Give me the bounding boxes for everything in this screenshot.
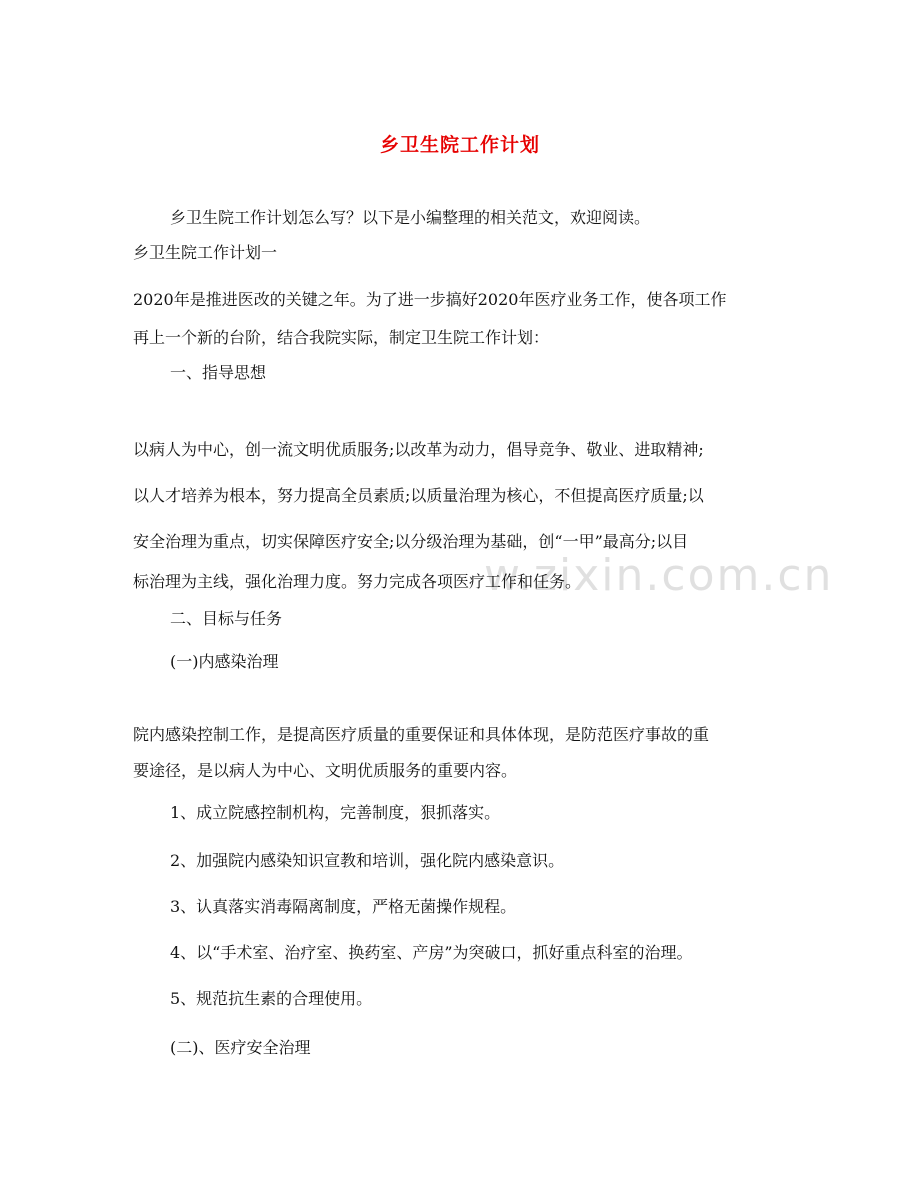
paragraph-line: 标治理为主线，强化治理力度。努力完成各项医疗工作和任务。	[133, 572, 582, 591]
list-item: 2、加强院内感染知识宣教和培训，强化院内感染意识。	[170, 851, 565, 870]
watermark: w.zixin.com.cn	[484, 550, 834, 601]
section-heading-plan-one: 乡卫生院工作计划一	[133, 243, 278, 262]
list-item: 3、认真落实消毒隔离制度，严格无菌操作规程。	[170, 897, 517, 916]
paragraph-line: 安全治理为重点，切实保障医疗安全;以分级治理为基础，创“一甲”最高分;以目	[133, 532, 689, 551]
list-item: 5、规范抗生素的合理使用。	[170, 989, 373, 1008]
heading-guiding-thought: 一、指导思想	[170, 363, 267, 382]
paragraph-line: 以人才培养为根本，努力提高全员素质;以质量治理为核心，不但提高医疗质量;以	[133, 486, 704, 505]
paragraph-line: 要途径，是以病人为中心、文明优质服务的重要内容。	[133, 761, 518, 780]
paragraph-line: 院内感染控制工作，是提高医疗质量的重要保证和具体体现，是防范医疗事故的重	[133, 725, 710, 744]
subheading-medical-safety: (二)、医疗安全治理	[170, 1038, 311, 1057]
document-title: 乡卫生院工作计划	[379, 134, 540, 156]
paragraph-line: 2020年是推进医改的关键之年。为了进一步搞好2020年医疗业务工作，使各项工作	[133, 290, 727, 309]
paragraph-line: 再上一个新的台阶，结合我院实际，制定卫生院工作计划：	[133, 328, 550, 347]
heading-goals-tasks: 二、目标与任务	[170, 609, 283, 628]
list-item: 1、成立院感控制机构，完善制度，狠抓落实。	[170, 803, 501, 822]
subheading-infection-control: (一)内感染治理	[170, 652, 279, 671]
paragraph-line: 以病人为中心，创一流文明优质服务;以改革为动力，倡导竞争、敬业、进取精神;	[133, 440, 704, 459]
intro-paragraph: 乡卫生院工作计划怎么写？以下是小编整理的相关范文，欢迎阅读。	[170, 208, 651, 227]
list-item: 4、以“手术室、治疗室、换药室、产房”为突破口，抓好重点科室的治理。	[170, 943, 693, 962]
